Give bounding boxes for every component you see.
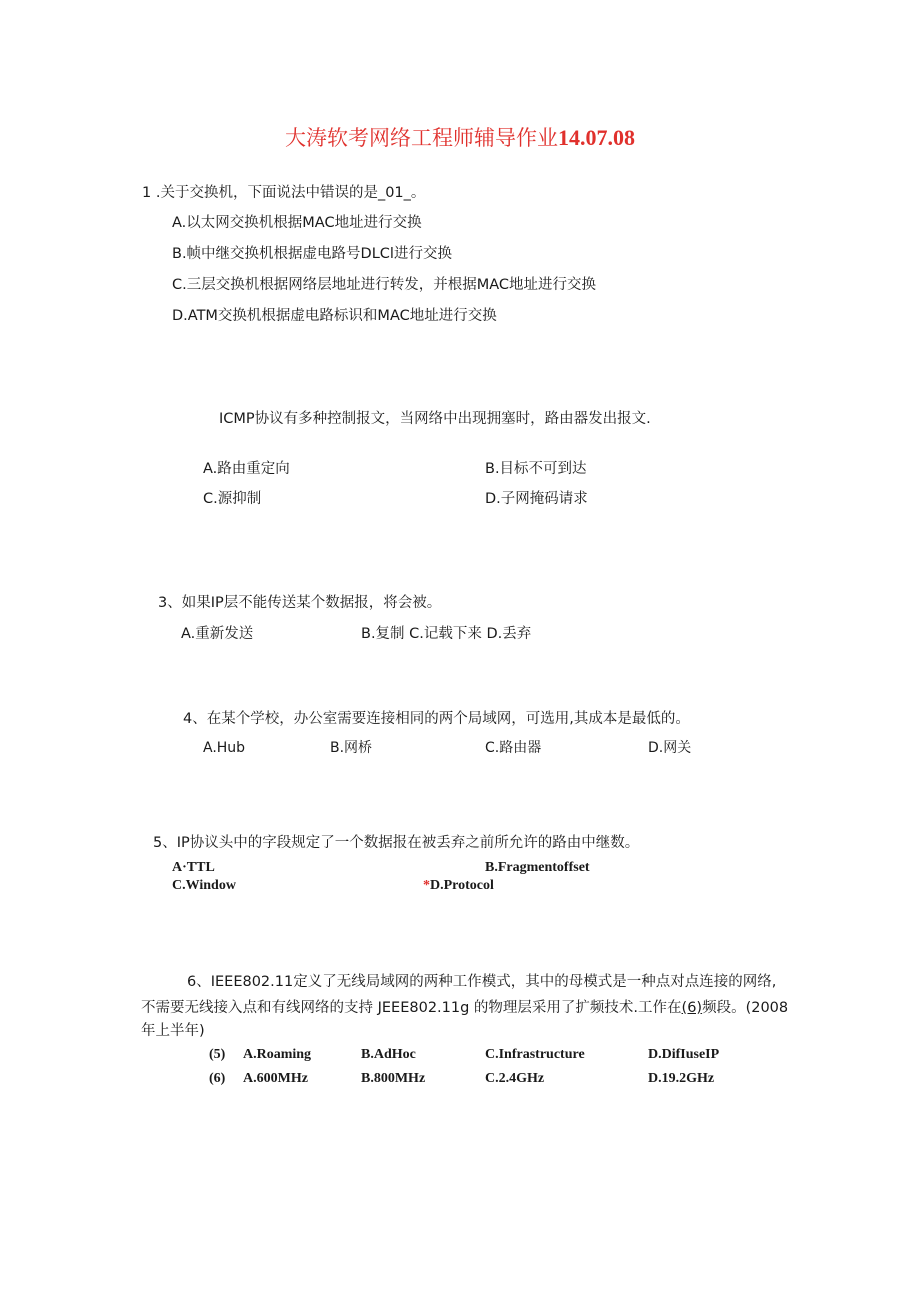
q6-answer-blank: (6) bbox=[681, 1000, 703, 1016]
q3-option-bcd: B.复制 C.记载下来 D.丢弃 bbox=[361, 626, 532, 642]
q3-stem: 3、如果IP层不能传送某个数据报，将会被。 bbox=[158, 595, 442, 611]
q5-option-a: A·TTL bbox=[172, 860, 215, 875]
q2-option-c: C.源抑制 bbox=[203, 491, 262, 507]
q2-option-a: A.路由重定向 bbox=[203, 461, 290, 477]
q6-row5-option-a: A.Roaming bbox=[243, 1047, 312, 1062]
q2-stem: ICMP协议有多种控制报文，当网络中出现拥塞时，路由器发出报文. bbox=[219, 411, 651, 427]
q6-stem-line2 bbox=[141, 1001, 788, 1016]
q6-stem-line3: 年上半年) bbox=[141, 1023, 205, 1039]
q5-stem: 5、IP协议头中的字段规定了一个数据报在被丢弃之前所允许的路由中继数。 bbox=[153, 835, 640, 851]
q4-option-d: D.网关 bbox=[648, 740, 692, 756]
q6-row5-option-b: B.AdHoc bbox=[361, 1047, 416, 1062]
q6-row6-option-b: B.800MHz bbox=[361, 1071, 426, 1086]
q5-option-d: D.Protocol bbox=[430, 878, 494, 893]
q6-stem-line2-suffix: 频段。(2008 bbox=[702, 1000, 789, 1016]
answer-star-icon: * bbox=[423, 878, 430, 893]
q3-option-a: A.重新发送 bbox=[181, 626, 254, 642]
q5-option-d-row bbox=[423, 879, 494, 893]
q6-row6-option-a: A.600MHz bbox=[243, 1071, 308, 1086]
title-text: 大涛软考网络工程师辅导作业 bbox=[285, 126, 558, 150]
q6-row5-label: (5) bbox=[209, 1047, 226, 1062]
q6-row6-option-c: C.2.4GHz bbox=[485, 1071, 545, 1086]
q6-row6-label: (6) bbox=[209, 1071, 226, 1086]
q1-option-c: C.三层交换机根据网络层地址进行转发，并根据MAC地址进行交换 bbox=[172, 277, 597, 293]
q6-stem-line1: 6、IEEE802.11定义了无线局域网的两种工作模式，其中的母模式是一种点对点连接的网络, bbox=[187, 974, 777, 990]
q1-option-b: B.帧中继交换机根据虚电路号DLCl进行交换 bbox=[172, 246, 452, 262]
q1-option-a: A.以太网交换机根据MAC地址进行交换 bbox=[172, 215, 422, 231]
q4-option-a: A.Hub bbox=[203, 740, 246, 756]
q2-option-d: D.子网掩码请求 bbox=[485, 491, 588, 507]
q4-stem: 4、在某个学校，办公室需要连接相同的两个局域网，可选用,其成本是最低的。 bbox=[183, 711, 690, 727]
q5-option-c: C.Window bbox=[172, 878, 236, 893]
q6-row5-option-d: D.DifIuseIP bbox=[648, 1047, 720, 1062]
q6-stem-line2-prefix: 不需要无线接入点和有线网络的支持 JEEE802.11g 的物理层采用了扩频技术.工作在 bbox=[141, 1000, 682, 1016]
q2-option-b: B.目标不可到达 bbox=[485, 461, 587, 477]
title-number: 14.07.08 bbox=[558, 125, 635, 150]
document-title bbox=[0, 127, 920, 149]
q4-option-c: C.路由器 bbox=[485, 740, 542, 756]
q1-stem: 1 .关于交换机，下面说法中错误的是_01_。 bbox=[142, 185, 426, 201]
q6-row5-option-c: C.Infrastructure bbox=[485, 1047, 585, 1062]
q6-row6-option-d: D.19.2GHz bbox=[648, 1071, 715, 1086]
q4-option-b: B.网桥 bbox=[330, 740, 373, 756]
q5-option-b: B.Fragmentoffset bbox=[485, 860, 590, 875]
q1-option-d: D.ATM交换机根据虚电路标识和MAC地址进行交换 bbox=[172, 308, 497, 324]
